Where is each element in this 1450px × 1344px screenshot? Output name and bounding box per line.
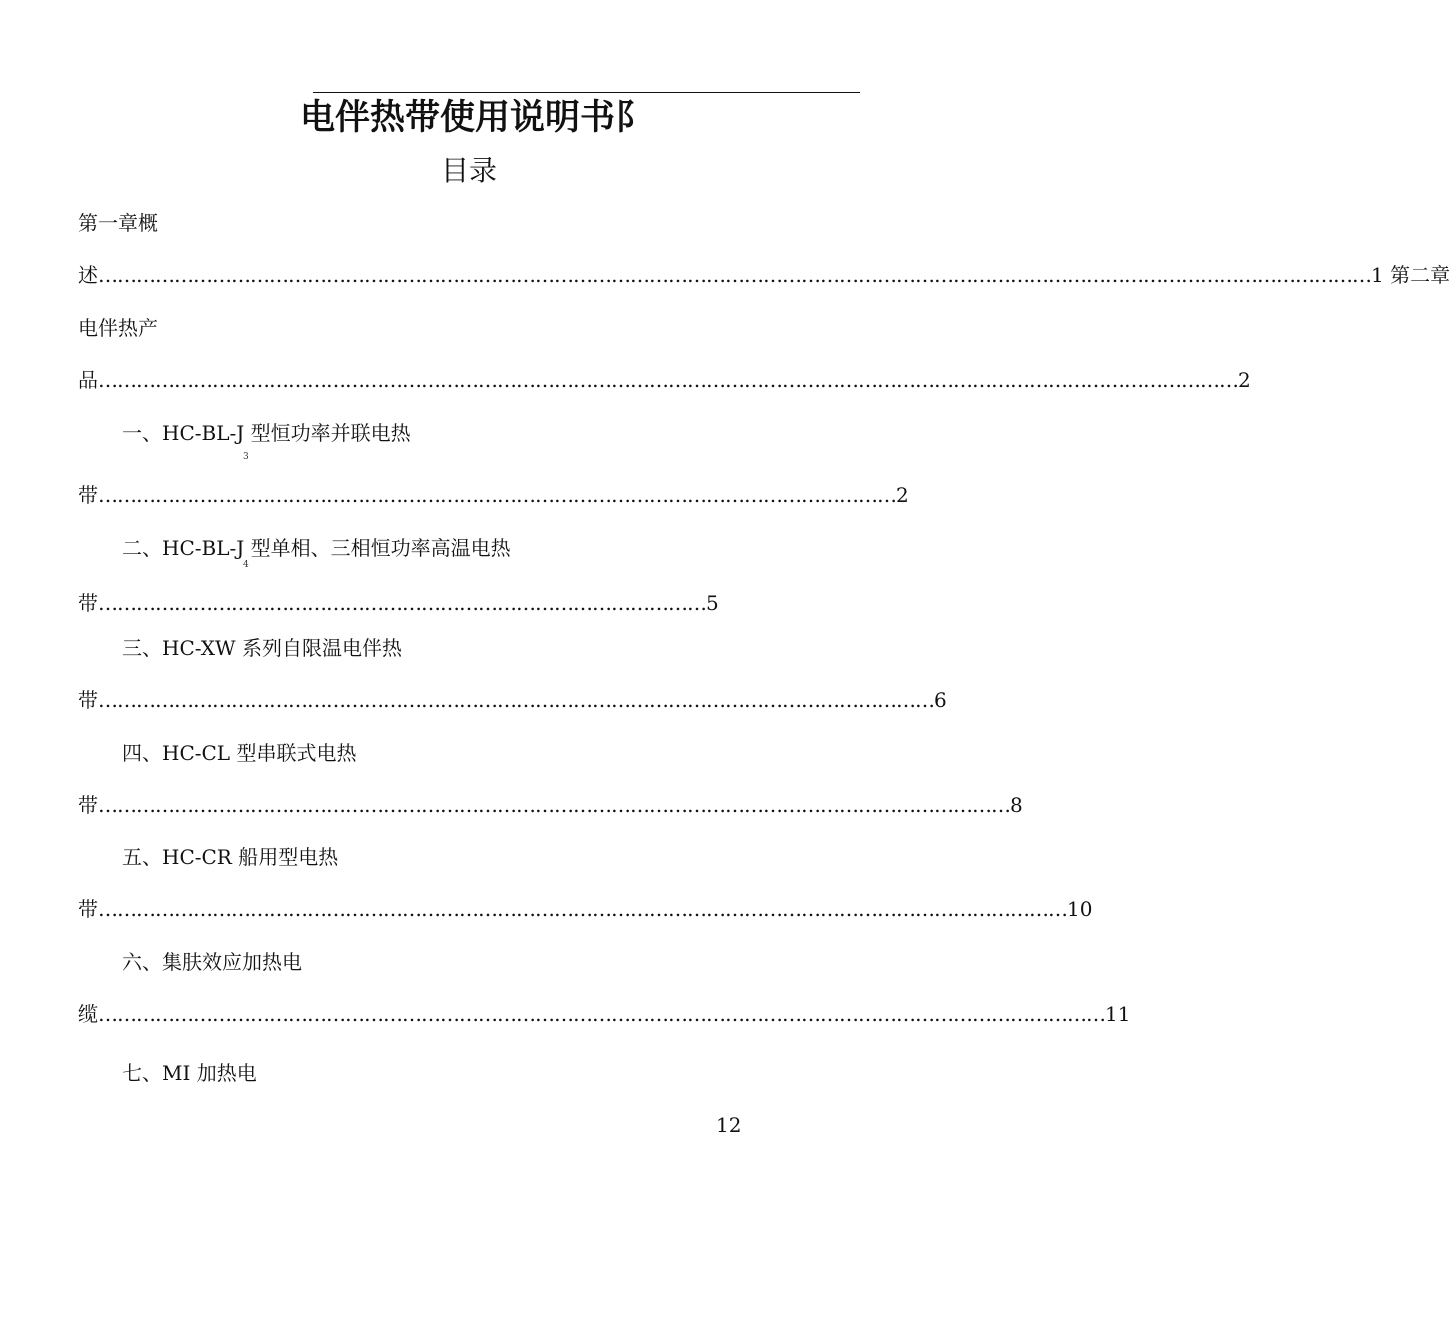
dot-leader: ……………………………………………………………………………………………………………… bbox=[98, 483, 896, 507]
dot-leader: ……………………………………………………………………………………………………………………………………… bbox=[98, 897, 1067, 921]
toc-section7-title: 七、MI 加热电 bbox=[122, 1061, 257, 1085]
toc-section4-entry[interactable] bbox=[78, 792, 1023, 818]
header-rule bbox=[313, 92, 860, 93]
toc-entry-text: 带 bbox=[78, 483, 98, 507]
toc-entry-text: 缆 bbox=[78, 1002, 98, 1026]
toc-entry-text: 带 bbox=[78, 688, 98, 712]
toc-section3-entry[interactable] bbox=[78, 687, 947, 713]
toc-page-number: 1 bbox=[1371, 263, 1384, 287]
toc-page-number: 10 bbox=[1067, 897, 1093, 921]
toc-chapter2-title: 电伴热产 bbox=[78, 316, 158, 340]
document-title: 电伴热带使用说明书阝 bbox=[299, 98, 650, 138]
toc-page-number: 2 bbox=[896, 483, 909, 507]
toc-heading: 目录 bbox=[440, 154, 497, 187]
toc-section6-entry[interactable] bbox=[78, 1001, 1130, 1027]
dot-leader: …………………………………………………………………………………………………………………………………………… bbox=[98, 1002, 1105, 1026]
toc-page-number: 8 bbox=[1010, 793, 1023, 817]
dot-leader: ……………………………………………………………………………………………………………………………………………………………… bbox=[98, 368, 1238, 392]
superscript-number: 4 bbox=[243, 560, 249, 570]
toc-chapter1-entry[interactable] bbox=[78, 262, 1450, 288]
toc-section3-title: 三、HC-XW 系列自限温电伴热 bbox=[122, 636, 402, 660]
toc-section1-title: 一、HC-BL-J 型恒功率并联电热 bbox=[122, 421, 411, 445]
toc-page-number: 6 bbox=[934, 688, 947, 712]
toc-section2-entry[interactable] bbox=[78, 590, 719, 616]
toc-page-number: 11 bbox=[1105, 1002, 1131, 1026]
toc-section7-page-number[interactable]: 12 bbox=[716, 1113, 742, 1137]
toc-entry-text: 品 bbox=[78, 368, 98, 392]
toc-section1-entry[interactable] bbox=[78, 482, 909, 508]
toc-section4-title: 四、HC-CL 型串联式电热 bbox=[122, 741, 357, 765]
toc-chapter2-entry[interactable] bbox=[78, 367, 1251, 393]
toc-chapter1-title: 第一章概 bbox=[78, 211, 158, 235]
toc-chapter2-start: 第二章 bbox=[1390, 263, 1450, 287]
toc-page-number: 5 bbox=[706, 591, 719, 615]
toc-section5-entry[interactable] bbox=[78, 896, 1092, 922]
toc-page-number: 2 bbox=[1238, 368, 1251, 392]
dot-leader: ……………………………………………………………………………………………………………………………… bbox=[98, 793, 1010, 817]
toc-entry-text: 带 bbox=[78, 591, 98, 615]
toc-section5-title: 五、HC-CR 船用型电热 bbox=[122, 845, 339, 869]
dot-leader: …………………………………………………………………………………………………………………… bbox=[98, 688, 934, 712]
toc-section2-title: 二、HC-BL-J 型单相、三相恒功率高温电热 bbox=[122, 536, 511, 560]
toc-entry-text: 带 bbox=[78, 897, 98, 921]
dot-leader: ………………………………………………………………………………………………………………………………………………………………………………… bbox=[98, 263, 1371, 287]
toc-entry-text: 述 bbox=[78, 263, 98, 287]
toc-entry-text: 带 bbox=[78, 793, 98, 817]
toc-section6-title: 六、集肤效应加热电 bbox=[122, 950, 302, 974]
dot-leader: …………………………………………………………………………………… bbox=[98, 591, 706, 615]
superscript-number: 3 bbox=[243, 452, 249, 462]
